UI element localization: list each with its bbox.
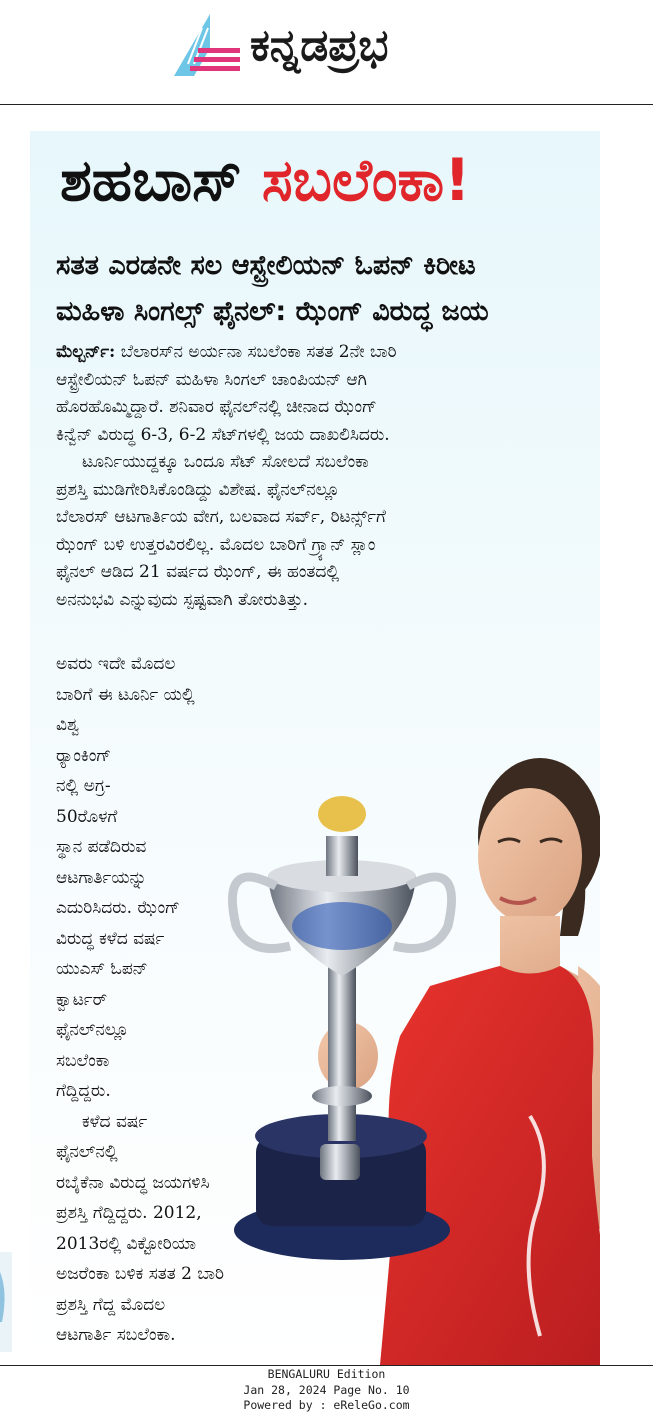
date-page-label: Jan 28, 2024 Page No. 10	[243, 1382, 410, 1397]
edition-label: BENGALURU Edition	[267, 1367, 386, 1381]
body-line: ಕಿನ್ವೆನ್ ವಿರುದ್ಧ 6-3, 6-2 ಸೆಟ್‌ಗಳಲ್ಲಿ ಜಯ ದಾಖಲಿಸಿದರು.	[56, 424, 390, 445]
body-line: ಯುಎಸ್ ಓಪನ್	[56, 959, 148, 979]
masthead-divider	[0, 104, 653, 105]
footer-divider	[0, 1365, 653, 1366]
body-line: 50ರೊಳಗೆ	[56, 806, 118, 827]
body-line: ನಲ್ಲಿ ಅಗ್ರ-	[56, 776, 111, 796]
masthead-title: ಕನ್ನಡಪ್ರಭ	[250, 20, 389, 71]
body-line-text: ಬೆಲಾರಸ್‌ನ ಅರ್ಯನಾ ಸಬಲೆಂಕಾ ಸತತ 2ನೇ ಬಾರಿ	[115, 342, 397, 362]
adjacent-article-photo-edge	[0, 1252, 12, 1352]
body-line: ಟೂರ್ನಿಯುದ್ದಕ್ಕೂ ಒಂದೂ ಸೆಟ್ ಸೋಲದೆ ಸಬಲೆಂಕಾ	[82, 452, 369, 472]
subhead-line: ಸತತ ಎರಡನೇ ಸಲ ಆಸ್ಟ್ರೇಲಿಯನ್ ಓಪನ್ ಕಿರೀಟ	[56, 250, 476, 281]
body-line: ವಿಶ್ವ	[56, 715, 80, 735]
body-line: ಅಜರೆಂಕಾ ಬಳಿಕ ಸತತ 2 ಬಾರಿ	[56, 1264, 224, 1284]
body-line: ಸಬಲೆಂಕಾ	[56, 1050, 110, 1071]
headline	[60, 146, 600, 214]
body-line: ಹೊರಹೊಮ್ಮಿದ್ದಾರೆ. ಶನಿವಾರ ಫೈನಲ್‌ನಲ್ಲಿ ಚೀನಾದ ಝೆಂಗ್	[56, 397, 377, 417]
body-line: ಅನನುಭವಿ ಎನ್ನುವುದು ಸ್ಪಷ್ಟವಾಗಿ ತೋರುತಿತ್ತು.	[56, 589, 309, 610]
subhead-line: ಮಹಿಳಾ ಸಿಂಗಲ್ಸ್ ಫೈನಲ್: ಝೆಂಗ್ ವಿರುದ್ಧ ಜಯ	[56, 296, 489, 327]
subheadline	[56, 243, 596, 335]
body-line: ಪ್ರಶಸ್ತಿ ಗೆದ್ದ ಮೊದಲ	[56, 1294, 166, 1315]
body-line: ಝೆಂಗ್ ಬಳಿ ಉತ್ತರವಿರಲಿಲ್ಲ. ಮೊದಲ ಬಾರಿಗೆ ಗ್ರ್ಯಾನ್ ಸ್ಲಾಂ	[56, 534, 376, 555]
body-line: ಫೈನಲ್‌ನಲ್ಲಿ	[56, 1142, 118, 1162]
body-line: ಅವರು ಇದೇ ಮೊದಲ	[56, 654, 176, 674]
body-line: ಫೈನಲ್‌ನಲ್ಲೂ	[56, 1020, 129, 1040]
article-body-full-width	[56, 339, 596, 614]
body-line: ಸ್ಥಾನ ಪಡೆದಿರುವ	[56, 837, 147, 857]
body-line	[56, 339, 596, 367]
article-panel	[30, 131, 600, 1365]
body-line: ಎದುರಿಸಿದರು. ಝೆಂಗ್	[56, 898, 180, 918]
body-line: ಆಸ್ಟ್ರೇಲಿಯನ್ ಓಪನ್ ಮಹಿಳಾ ಸಿಂಗಲ್ ಚಾಂಪಿಯನ್ ಆಗಿ	[56, 369, 367, 390]
body-line: ಗೆದ್ದಿದ್ದರು.	[56, 1081, 111, 1101]
body-line: ಪ್ರಶಸ್ತಿ ಮುಡಿಗೇರಿಸಿಕೊಂಡಿದ್ದು ವಿಶೇಷ. ಫೈನಲ್‌ನಲ್ಲೂ	[56, 479, 340, 500]
article-body-narrow-column	[56, 649, 316, 1351]
body-line: ಬಾರಿಗೆ ಈ ಟೂರ್ನಿ ಯಲ್ಲಿ	[56, 684, 195, 705]
body-line: ಕಳೆದ ವರ್ಷ	[82, 1111, 148, 1132]
body-line: ವಿರುದ್ಧ ಕಳೆದ ವರ್ಷ	[56, 928, 165, 949]
dateline: ಮೆಲ್ಬರ್ನ್:	[56, 342, 116, 362]
body-line: ಆಟಗಾರ್ತಿಯನ್ನು	[56, 867, 147, 888]
body-line: ಕ್ವಾರ್ಟರ್	[56, 989, 108, 1010]
body-line: ರಬೈಕೆನಾ ವಿರುದ್ಧ ಜಯಗಳಿಸಿ	[56, 1172, 210, 1193]
body-line: ಆಟಗಾರ್ತಿ ಸಬಲೆಂಕಾ.	[56, 1325, 176, 1345]
triangle-logo-icon	[172, 14, 246, 78]
body-line: ಬೆಲಾರಸ್ ಆಟಗಾರ್ತಿಯ ವೇಗ, ಬಲವಾದ ಸರ್ವ್, ರಿಟರ್ನ್ಸ್‌ಗೆ	[56, 507, 386, 527]
masthead	[0, 0, 653, 104]
body-line: ಫೈನಲ್ ಆಡಿದ 21 ವರ್ಷದ ಝೆಂಗ್, ಈ ಹಂತದಲ್ಲಿ	[56, 562, 340, 582]
body-line: 2013ರಲ್ಲಿ ವಿಕ್ಟೋರಿಯಾ	[56, 1233, 196, 1254]
body-line: ಪ್ರಶಸ್ತಿ ಗೆದ್ದಿದ್ದರು. 2012,	[56, 1203, 202, 1223]
edition-footer	[0, 1367, 653, 1414]
powered-by-link[interactable]: Powered by : eReleGo.com	[243, 1398, 410, 1412]
headline-red: ಸಬಲೆಂಕಾ!	[261, 146, 471, 214]
headline-black: ಶಹಬಾಸ್	[60, 146, 242, 214]
body-line: ರ್‍ಯಾಂಕಿಂಗ್	[56, 745, 112, 766]
